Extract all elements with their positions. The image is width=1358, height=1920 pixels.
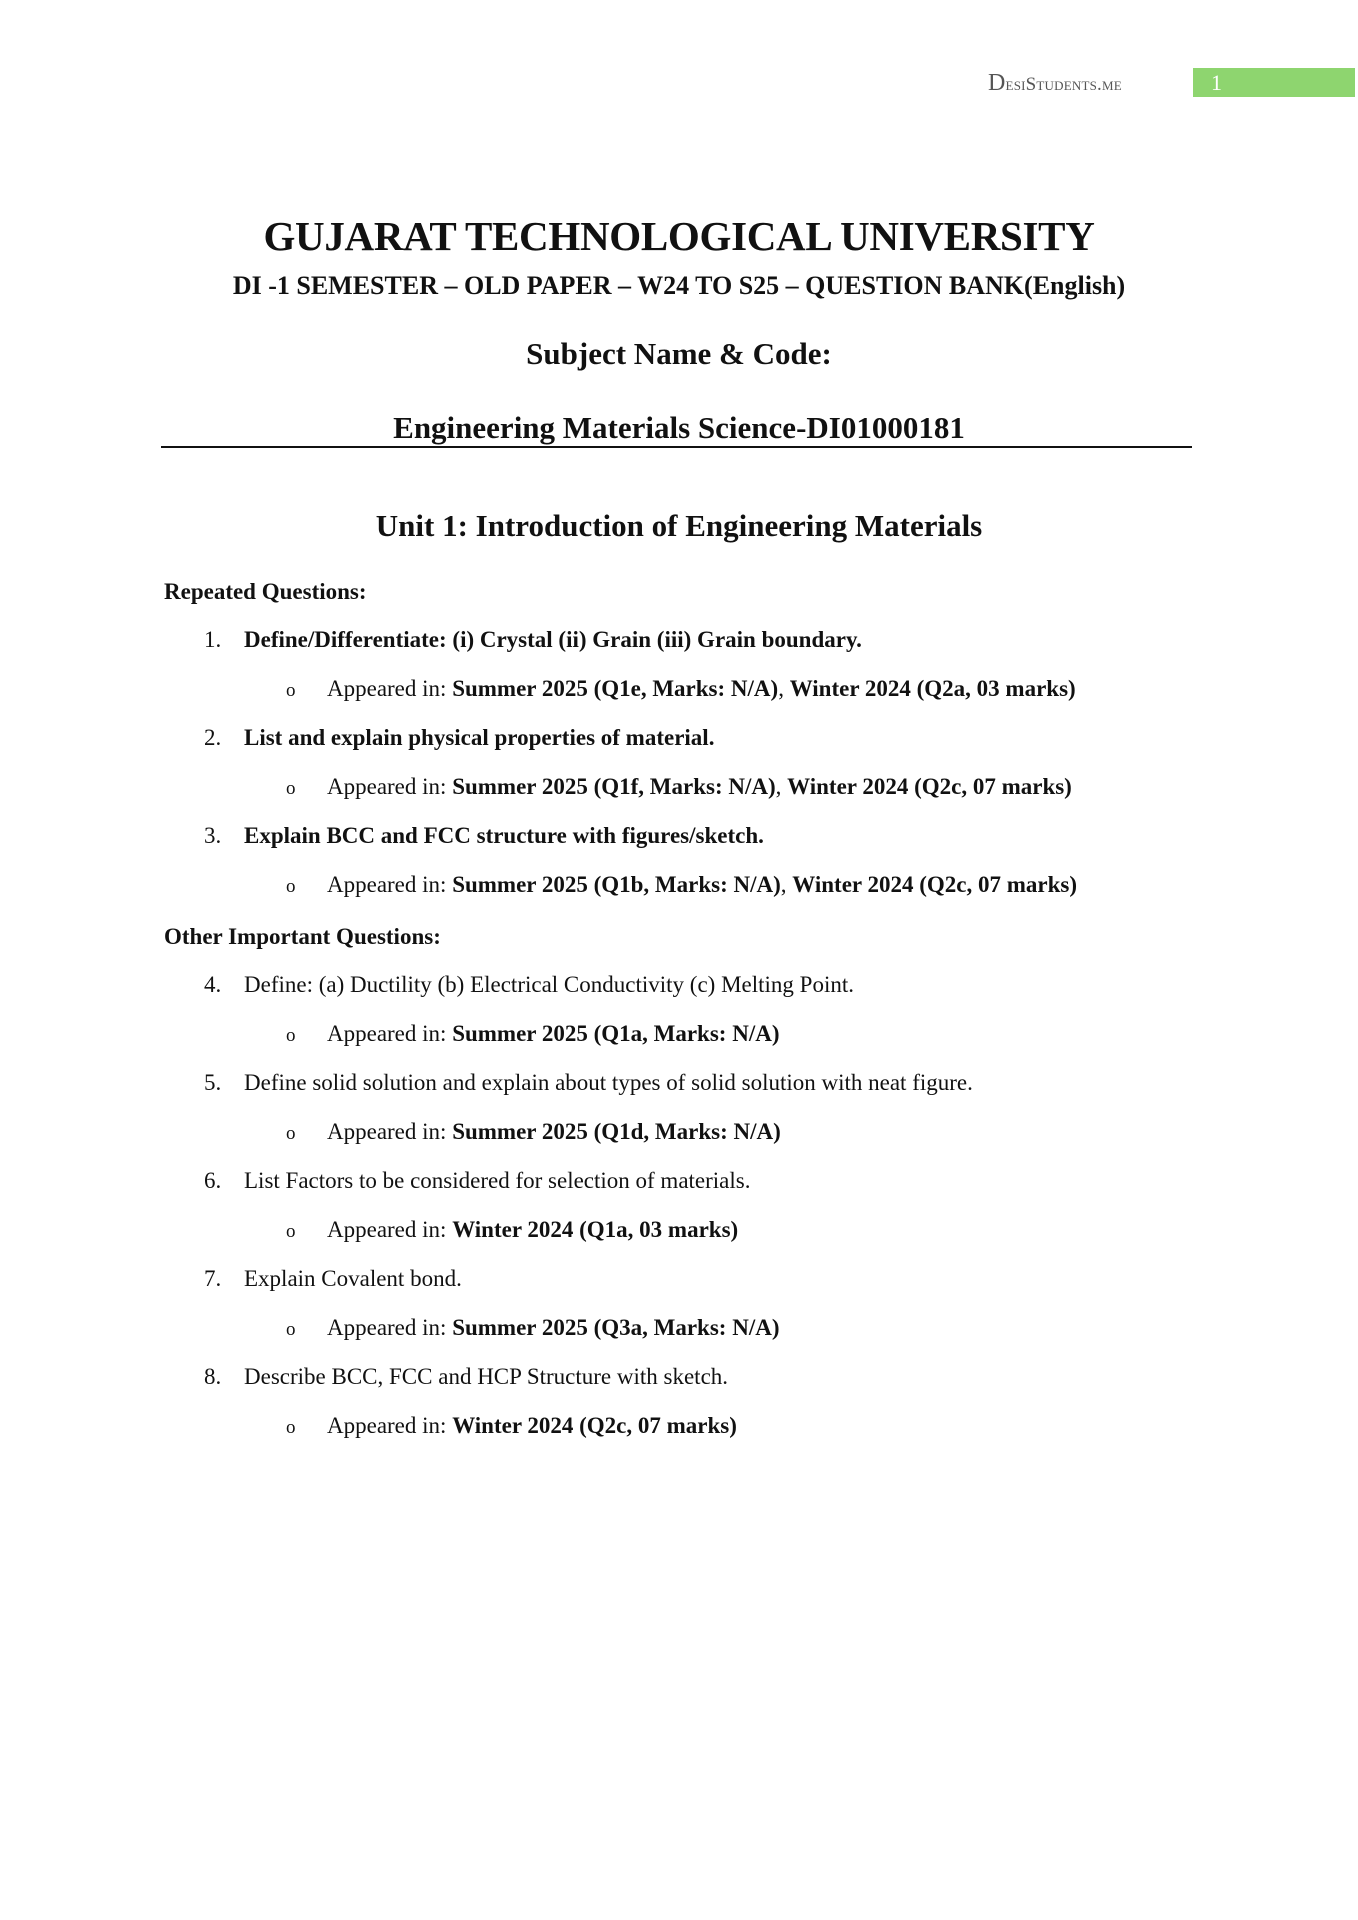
question-item (204, 1168, 750, 1194)
question-text: List and explain physical properties of material. (244, 725, 715, 750)
question-item (204, 972, 854, 998)
question-text: Explain BCC and FCC structure with figures/sketch. (244, 823, 764, 848)
appeared-label: Appeared in: (327, 676, 453, 701)
question-item (204, 1070, 973, 1096)
appeared-label: Appeared in: (327, 1021, 453, 1046)
exam-source: Winter 2024 (Q2c, 07 marks) (792, 872, 1077, 897)
exam-source: Summer 2025 (Q1f, Marks: N/A) (452, 774, 776, 799)
appeared-in-item (286, 1413, 737, 1439)
exam-source: Summer 2025 (Q3a, Marks: N/A) (452, 1315, 780, 1340)
appeared-label: Appeared in: (327, 1217, 453, 1242)
bullet-icon: o (286, 680, 296, 701)
question-text: List Factors to be considered for selection of materials. (244, 1168, 751, 1193)
appeared-in-item (286, 872, 1077, 898)
exam-source: Winter 2024 (Q2c, 07 marks) (452, 1413, 737, 1438)
question-text: Define solid solution and explain about types of solid solution with neat figure. (244, 1070, 973, 1095)
appeared-label: Appeared in: (327, 872, 453, 897)
appeared-in-item (286, 1021, 779, 1047)
question-number: 4. (204, 972, 222, 997)
question-text: Describe BCC, FCC and HCP Structure with sketch. (244, 1364, 729, 1389)
unit-title: Unit 1: Introduction of Engineering Materials (375, 508, 983, 543)
bullet-icon: o (286, 1221, 296, 1242)
exam-source: Winter 2024 (Q2a, 03 marks) (789, 676, 1076, 701)
section-heading: Repeated Questions: (164, 579, 367, 604)
bullet-icon: o (286, 778, 296, 799)
exam-source: Summer 2025 (Q1d, Marks: N/A) (452, 1119, 781, 1144)
brand-initial: D (988, 70, 1006, 96)
appeared-label: Appeared in: (327, 1315, 453, 1340)
bullet-icon: o (286, 1319, 296, 1340)
appeared-label: Appeared in: (327, 1119, 453, 1144)
question-item (204, 1364, 728, 1390)
university-title: GUJARAT TECHNOLOGICAL UNIVERSITY (263, 213, 1095, 259)
appeared-in-item (286, 1217, 738, 1243)
question-text: Explain Covalent bond. (244, 1266, 462, 1291)
source-separator: , (778, 676, 790, 701)
question-number: 6. (204, 1168, 222, 1193)
source-separator: , (775, 774, 788, 799)
question-number: 8. (204, 1364, 222, 1389)
subject-label: Subject Name & Code: (526, 336, 832, 371)
question-item (204, 627, 862, 653)
exam-source: Winter 2024 (Q2c, 07 marks) (787, 774, 1072, 799)
page-number-badge (1193, 68, 1355, 97)
question-text: Define/Differentiate: (i) Crystal (ii) Grain (iii) Grain boundary. (244, 627, 862, 652)
appeared-in-item (286, 676, 1076, 702)
appeared-label: Appeared in: (327, 1413, 453, 1438)
exam-source: Winter 2024 (Q1a, 03 marks) (452, 1217, 739, 1242)
bullet-icon: o (286, 876, 296, 897)
question-item (204, 725, 714, 751)
subject-name: Engineering Materials Science-DI01000181 (393, 410, 965, 445)
question-number: 5. (204, 1070, 222, 1095)
document-subtitle: DI -1 SEMESTER – OLD PAPER – W24 TO S25 – QUESTION BANK(English) (232, 271, 1126, 300)
question-number: 7. (204, 1266, 222, 1291)
question-item (204, 823, 764, 849)
question-text: Define: (a) Ductility (b) Electrical Conductivity (c) Melting Point. (244, 972, 854, 997)
site-brand (988, 70, 1122, 97)
bullet-icon: o (286, 1123, 296, 1144)
question-number: 2. (204, 725, 222, 750)
appeared-in-item (286, 1315, 779, 1341)
appeared-label: Appeared in: (327, 774, 453, 799)
brand-rest: esiStudents.me (1005, 74, 1122, 95)
source-separator: , (780, 872, 793, 897)
horizontal-divider (161, 446, 1192, 448)
page-number: 1 (1211, 70, 1222, 95)
question-number: 1. (204, 627, 222, 652)
question-number: 3. (204, 823, 222, 848)
exam-source: Summer 2025 (Q1b, Marks: N/A) (452, 872, 781, 897)
bullet-icon: o (286, 1025, 296, 1046)
bullet-icon: o (286, 1417, 296, 1438)
exam-source: Summer 2025 (Q1e, Marks: N/A) (452, 676, 779, 701)
appeared-in-item (286, 1119, 781, 1145)
appeared-in-item (286, 774, 1072, 800)
exam-source: Summer 2025 (Q1a, Marks: N/A) (452, 1021, 780, 1046)
section-heading: Other Important Questions: (164, 924, 441, 949)
question-item (204, 1266, 462, 1292)
